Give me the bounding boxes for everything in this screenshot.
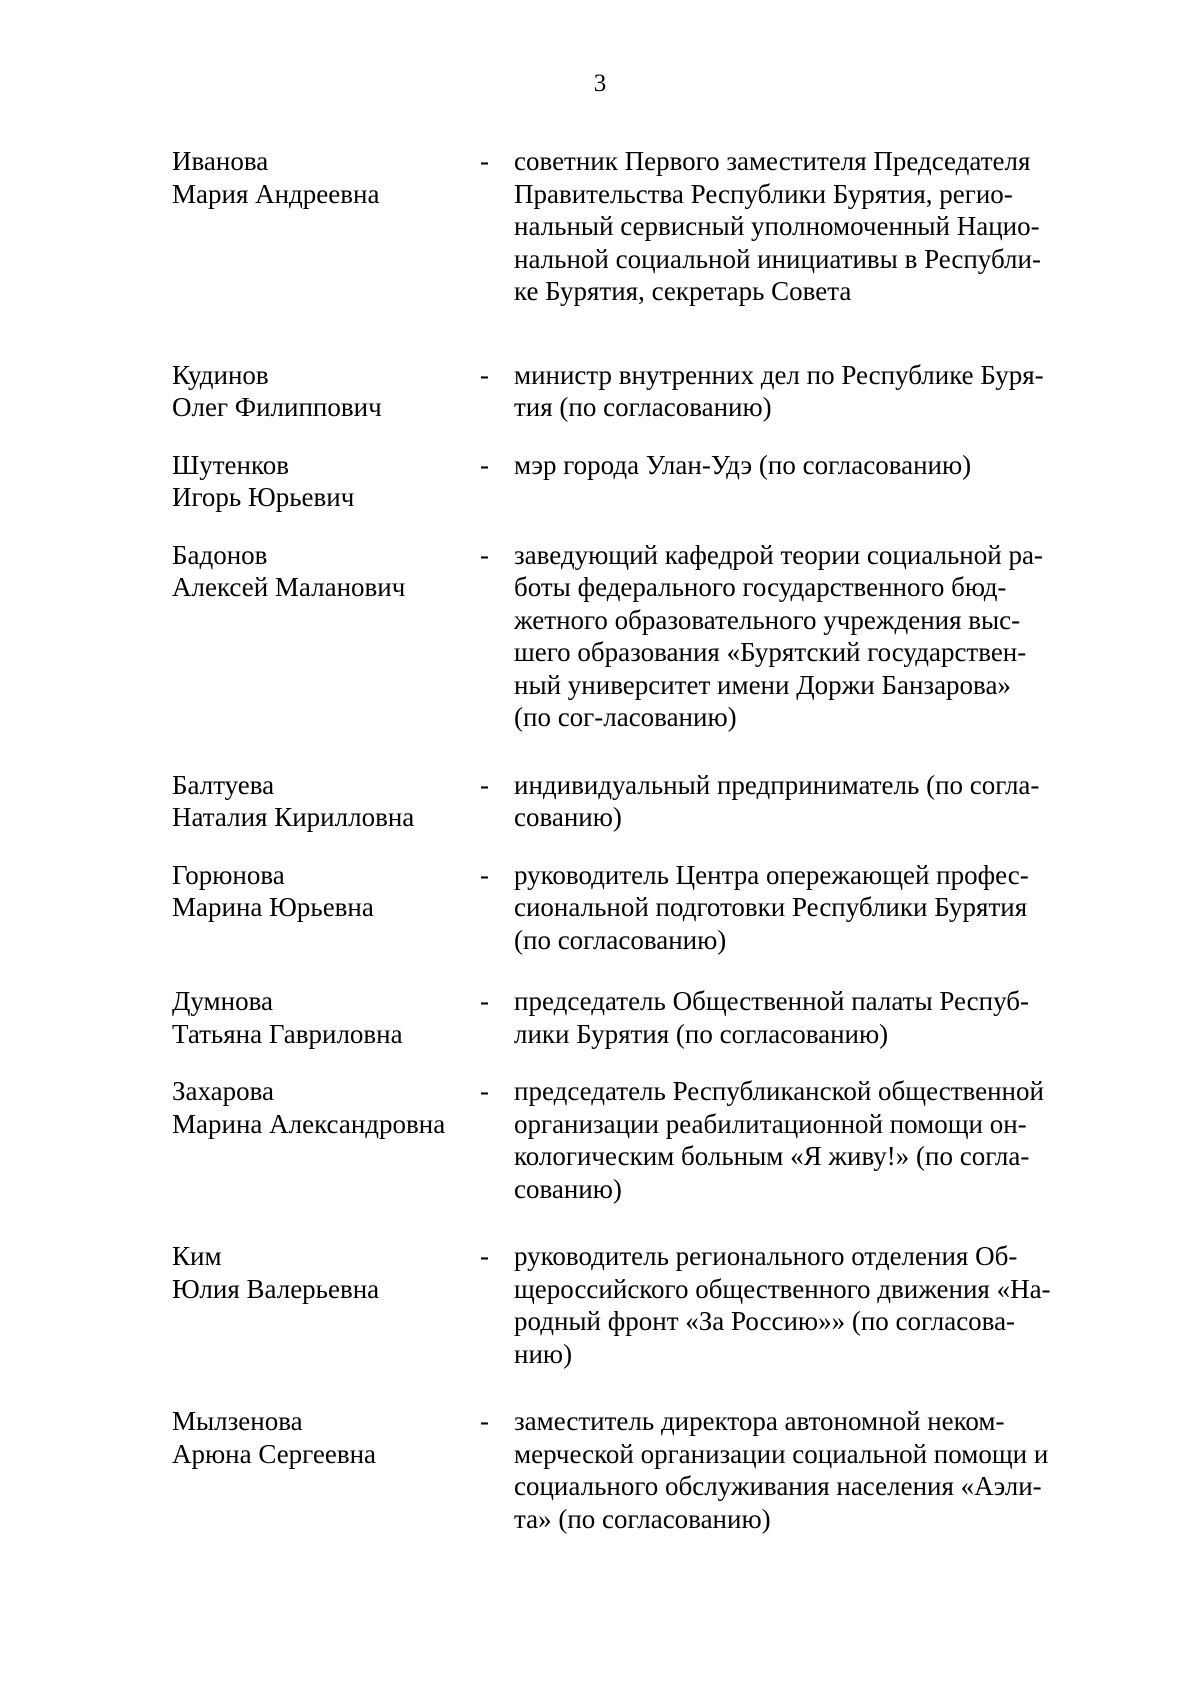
member-position [514,1240,1076,1370]
member-position [514,359,1076,424]
position-line: заведующий кафедрой теории социальной ра- [514,539,1043,570]
position-line: министр внутренних дел по Республике Буря- [514,359,1044,390]
member-position [514,145,1076,308]
position-line: руководитель Центра опережающей профес- [514,859,1029,890]
position-line: председатель Общественной палаты Респуб- [514,986,1029,1016]
member-surname: Иванова [172,146,269,176]
position-line: (по согласованию) [514,924,727,955]
position-line: социального обслуживания населения «Аэли- [514,1471,1042,1501]
position-line: тия (по согласованию) [514,392,772,422]
council-member-list [172,145,1076,1535]
member-entry [172,359,1076,424]
member-position [514,449,1076,482]
member-surname: Бадонов [172,539,268,570]
member-surname: Кудинов [172,359,269,390]
member-given-name: Мария Андреевна [172,178,380,209]
member-entry [172,985,1076,1050]
position-line: индивидуальный предприниматель (по согла- [514,769,1040,800]
member-surname: Думнова [172,986,273,1016]
member-name [172,859,472,924]
member-name [172,985,472,1050]
position-line: кологическим больным «Я живу!» (по согла- [514,1141,1030,1171]
member-entry [172,449,1076,514]
separator-dash: - [480,146,489,176]
member-name [172,1075,472,1140]
position-line: мэр города Улан-Удэ (по согласованию) [514,449,972,480]
position-line: щероссийского общественного движения «На- [514,1273,1051,1304]
member-name [172,145,472,210]
member-entry [172,539,1076,734]
member-entry [172,1075,1076,1205]
member-surname: Захарова [172,1076,275,1106]
position-line: нию) [514,1338,573,1369]
member-position [514,769,1076,834]
member-name [172,539,472,604]
member-entry [172,1405,1076,1535]
member-surname: Шутенков [172,449,289,480]
position-line: та» (по согласованию) [514,1503,771,1534]
position-line: лики Бурятия (по согласованию) [514,1018,889,1049]
member-surname: Балтуева [172,769,275,800]
member-given-name: Наталия Кирилловна [172,802,415,832]
separator-dash: - [480,986,489,1016]
position-line: сиональной подготовки Республики Бурятия [514,892,1028,922]
member-given-name: Марина Юрьевна [172,892,374,922]
separator-dash: - [480,859,489,890]
member-given-name: Олег Филиппович [172,392,382,422]
member-name [172,1240,472,1305]
member-entry [172,1240,1076,1370]
position-line: мерческой организации социальной помощи и [514,1438,1049,1469]
position-line: ке Бурятия, секретарь Совета [514,276,852,306]
member-name [172,769,472,834]
position-line: руководитель регионального отделения Об- [514,1241,1018,1271]
separator-dash: - [480,1241,489,1271]
separator-dash: - [480,539,489,570]
position-line: сованию) [514,802,622,832]
member-name [172,359,472,424]
page-number: 3 [593,70,607,97]
position-line: родный фронт «За Россию»» (по согласова- [514,1306,1016,1336]
position-line: шего образования «Бурятский государствен- [514,637,1027,667]
separator-dash: - [480,359,489,390]
member-name [172,1405,472,1470]
separator-dash: - [480,1406,489,1436]
member-given-name: Татьяна Гавриловна [172,1018,403,1049]
position-line: заместитель директора автономной неком- [514,1406,1005,1436]
position-line: советник Первого заместителя Председателя [514,146,1031,176]
position-line: организации реабилитационной помощи он- [514,1108,1027,1139]
position-line: ный университет имени Доржи Банзарова» [514,669,1011,700]
position-line: боты федерального государственного бюд- [514,572,1007,602]
member-surname: Горюнова [172,859,285,890]
member-entry [172,769,1076,834]
member-given-name: Юлия Валерьевна [172,1273,380,1304]
member-surname: Мылзенова [172,1406,303,1436]
member-entry [172,145,1076,308]
member-position [514,539,1076,734]
separator-dash: - [480,769,489,800]
position-line: (по сог-ласованию) [514,702,737,732]
member-name [172,449,472,514]
member-position [514,859,1076,957]
position-line: нальный сервисный уполномоченный Нацио- [514,211,1040,241]
member-given-name: Марина Александровна [172,1108,446,1139]
separator-dash: - [480,1076,489,1106]
position-line: Правительства Республики Бурятия, регио- [514,178,1013,209]
position-line: председатель Республиканской общественной [514,1076,1044,1106]
member-position [514,1405,1076,1535]
separator-dash: - [480,449,489,480]
member-given-name: Алексей Маланович [172,572,406,602]
position-line: сованию) [514,1173,622,1204]
member-position [514,985,1076,1050]
member-given-name: Арюна Сергеевна [172,1438,377,1469]
position-line: жетного образовательного учреждения выс- [514,604,1021,635]
position-line: нальной социальной инициативы в Республи- [514,243,1041,274]
member-surname: Ким [172,1241,222,1271]
member-position [514,1075,1076,1205]
member-given-name: Игорь Юрьевич [172,482,355,512]
member-entry [172,859,1076,957]
